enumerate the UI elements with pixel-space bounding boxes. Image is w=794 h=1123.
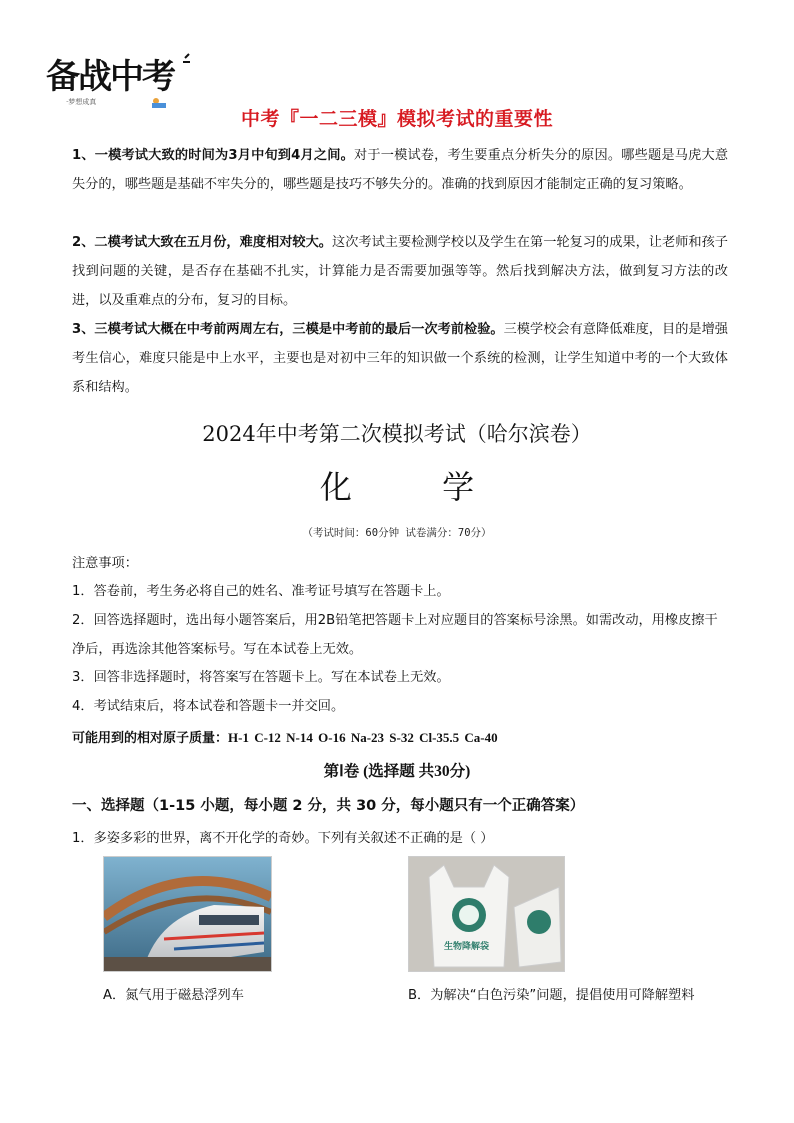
logo-graphic <box>44 52 194 110</box>
section-title: 第Ⅰ卷 (选择题 共30分) <box>323 763 471 780</box>
paragraph-1-body: 对于一模试卷，考生要重点分析失分的原因。哪些题是马虎大意失分的，哪些题是基础不牢失分的，哪些题是技巧不够失分的。准确的找到原因才能制定正确的复习策略。 <box>72 148 729 192</box>
question-heading: 一、选择题（1-15 小题，每小题 2 分，共 30 分，每小题只有一个正确答案） <box>72 798 585 814</box>
paragraph-2 <box>72 228 728 315</box>
paragraph-1-lead: 1、一模考试大致的时间为3月中旬到4月之间。 <box>72 148 354 163</box>
subject-title: 化 学 <box>319 468 515 506</box>
importance-banner: 中考『一二三模』模拟考试的重要性 <box>240 108 553 130</box>
logo-tagline: ·梦想成真 <box>66 98 97 106</box>
atomic-masses: 可能用到的相对原子质量：H-1 C-12 N-14 O-16 Na-23 S-32 Cl-35.5 Ca-40 <box>72 730 498 745</box>
paragraph-3 <box>72 315 728 402</box>
note-2: 2．回答选择题时，选出每小题答案后，用2B铅笔把答题卡上对应题目的答案标号涂黑。如需改动，用橡皮擦干净后，再选涂其他答案标号。写在本试卷上无效。 <box>72 613 718 657</box>
notes-title: 注意事项： <box>72 556 138 571</box>
paragraph-1 <box>72 141 728 199</box>
paragraph-3-lead: 3、三模考试大概在中考前两周左右，三模是中考前的最后一次考前检验。 <box>72 322 504 337</box>
paragraph-3-body: 三模学校会有意降低难度，目的是增强考生信心，难度只能是中上水平，主要也是对初中三年的知识做一个系统的检测，让学生知道中考的一个大致体系和结构。 <box>72 322 728 395</box>
paragraph-2-lead: 2、二模考试大致在五月份，难度相对较大。 <box>72 235 332 250</box>
logo-text: 备战中考 <box>46 57 174 97</box>
question-1-stem: 1．多姿多彩的世界，离不开化学的奇妙。下列有关叙述不正确的是（ ） <box>72 831 494 846</box>
bag-label: 生物降解袋 <box>444 942 490 952</box>
option-b: B．为解决“白色污染”问题，提倡使用可降解塑料 <box>408 988 695 1003</box>
note-4: 4．考试结束后，将本试卷和答题卡一并交回。 <box>72 699 345 714</box>
option-a: A．氮气用于磁悬浮列车 <box>103 988 244 1003</box>
note-3: 3．回答非选择题时，将答案写在答题卡上。写在本试卷上无效。 <box>72 670 450 685</box>
exam-meta: （考试时间：60分钟 试卷满分：70分） <box>302 527 492 539</box>
paragraph-2-body: 这次考试主要检测学校以及学生在第一轮复习的成果，让老师和孩子找到问题的关键，是否存在基础不扎实，计算能力是否需要加强等等。然后找到解决方法，做到复习方法的改进，以及重难点的分布，复习的目标。 <box>72 235 728 308</box>
note-1: 1．答卷前，考生务必将自己的姓名、准考证号填写在答题卡上。 <box>72 584 450 599</box>
biodegradable-bag-image <box>408 856 565 972</box>
exam-title: 2024年中考第二次模拟考试（哈尔滨卷） <box>202 422 592 446</box>
logo <box>44 52 194 110</box>
maglev-train-image <box>103 856 272 972</box>
